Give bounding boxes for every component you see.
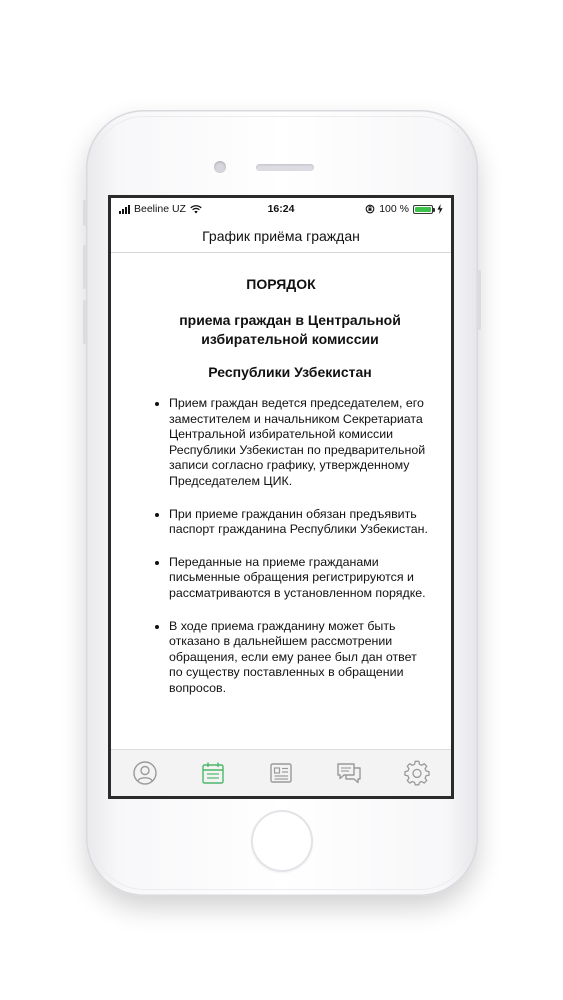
volume-down-button: [83, 300, 87, 344]
status-right: [365, 203, 443, 215]
battery-icon: [413, 205, 433, 214]
chat-icon: [335, 760, 363, 786]
mute-switch: [83, 200, 87, 226]
tab-bar: [111, 749, 451, 796]
phone-screen: [108, 195, 454, 799]
profile-icon: [132, 760, 158, 786]
tab-schedule[interactable]: [193, 753, 233, 793]
nav-bar: [111, 220, 451, 253]
tab-profile[interactable]: [125, 753, 165, 793]
status-time: 16:24: [267, 203, 295, 215]
home-button[interactable]: [251, 810, 313, 872]
status-bar: [111, 198, 451, 220]
list-item: Прием граждан ведется председателем, его заместителем и начальником Секретариата Центральной избирательной комиссии Республики Узбекистан по предварительной записи согласно графику, утвержденному Председателем ЦИК.: [169, 396, 429, 490]
document-subheading: приема граждан в Центральной избирательной комиссии: [179, 312, 401, 347]
tab-messages[interactable]: [329, 753, 369, 793]
earpiece-speaker: [256, 164, 314, 171]
calendar-icon: [200, 760, 226, 786]
news-icon: [268, 760, 294, 786]
gear-icon: [404, 760, 430, 786]
power-button: [477, 270, 481, 330]
document-content[interactable]: [111, 253, 451, 749]
document-republic-heading: Республики Узбекистан: [208, 364, 372, 380]
tab-news[interactable]: [261, 753, 301, 793]
page-title: График приёма граждан: [202, 228, 360, 244]
list-item: В ходе приема гражданину может быть отказано в дальнейшем рассмотрении обращения, если ему ранее был дан ответ по существу поставленных в обращении вопросов.: [169, 619, 429, 697]
charging-bolt-icon: [437, 204, 443, 214]
volume-up-button: [83, 245, 87, 289]
orientation-lock-icon: [365, 204, 375, 214]
front-camera: [214, 161, 226, 173]
list-item: Переданные на приеме гражданами письменные обращения регистрируются и рассматриваются в установленном порядке.: [169, 555, 429, 602]
battery-percent: 100 %: [379, 203, 409, 215]
rules-list: [169, 396, 429, 714]
tab-settings[interactable]: [397, 753, 437, 793]
list-item: При приеме гражданин обязан предъявить паспорт гражданина Республики Узбекистан.: [169, 506, 428, 537]
carrier-name: Beeline UZ: [134, 203, 186, 215]
document-heading: ПОРЯДОК: [246, 276, 316, 292]
